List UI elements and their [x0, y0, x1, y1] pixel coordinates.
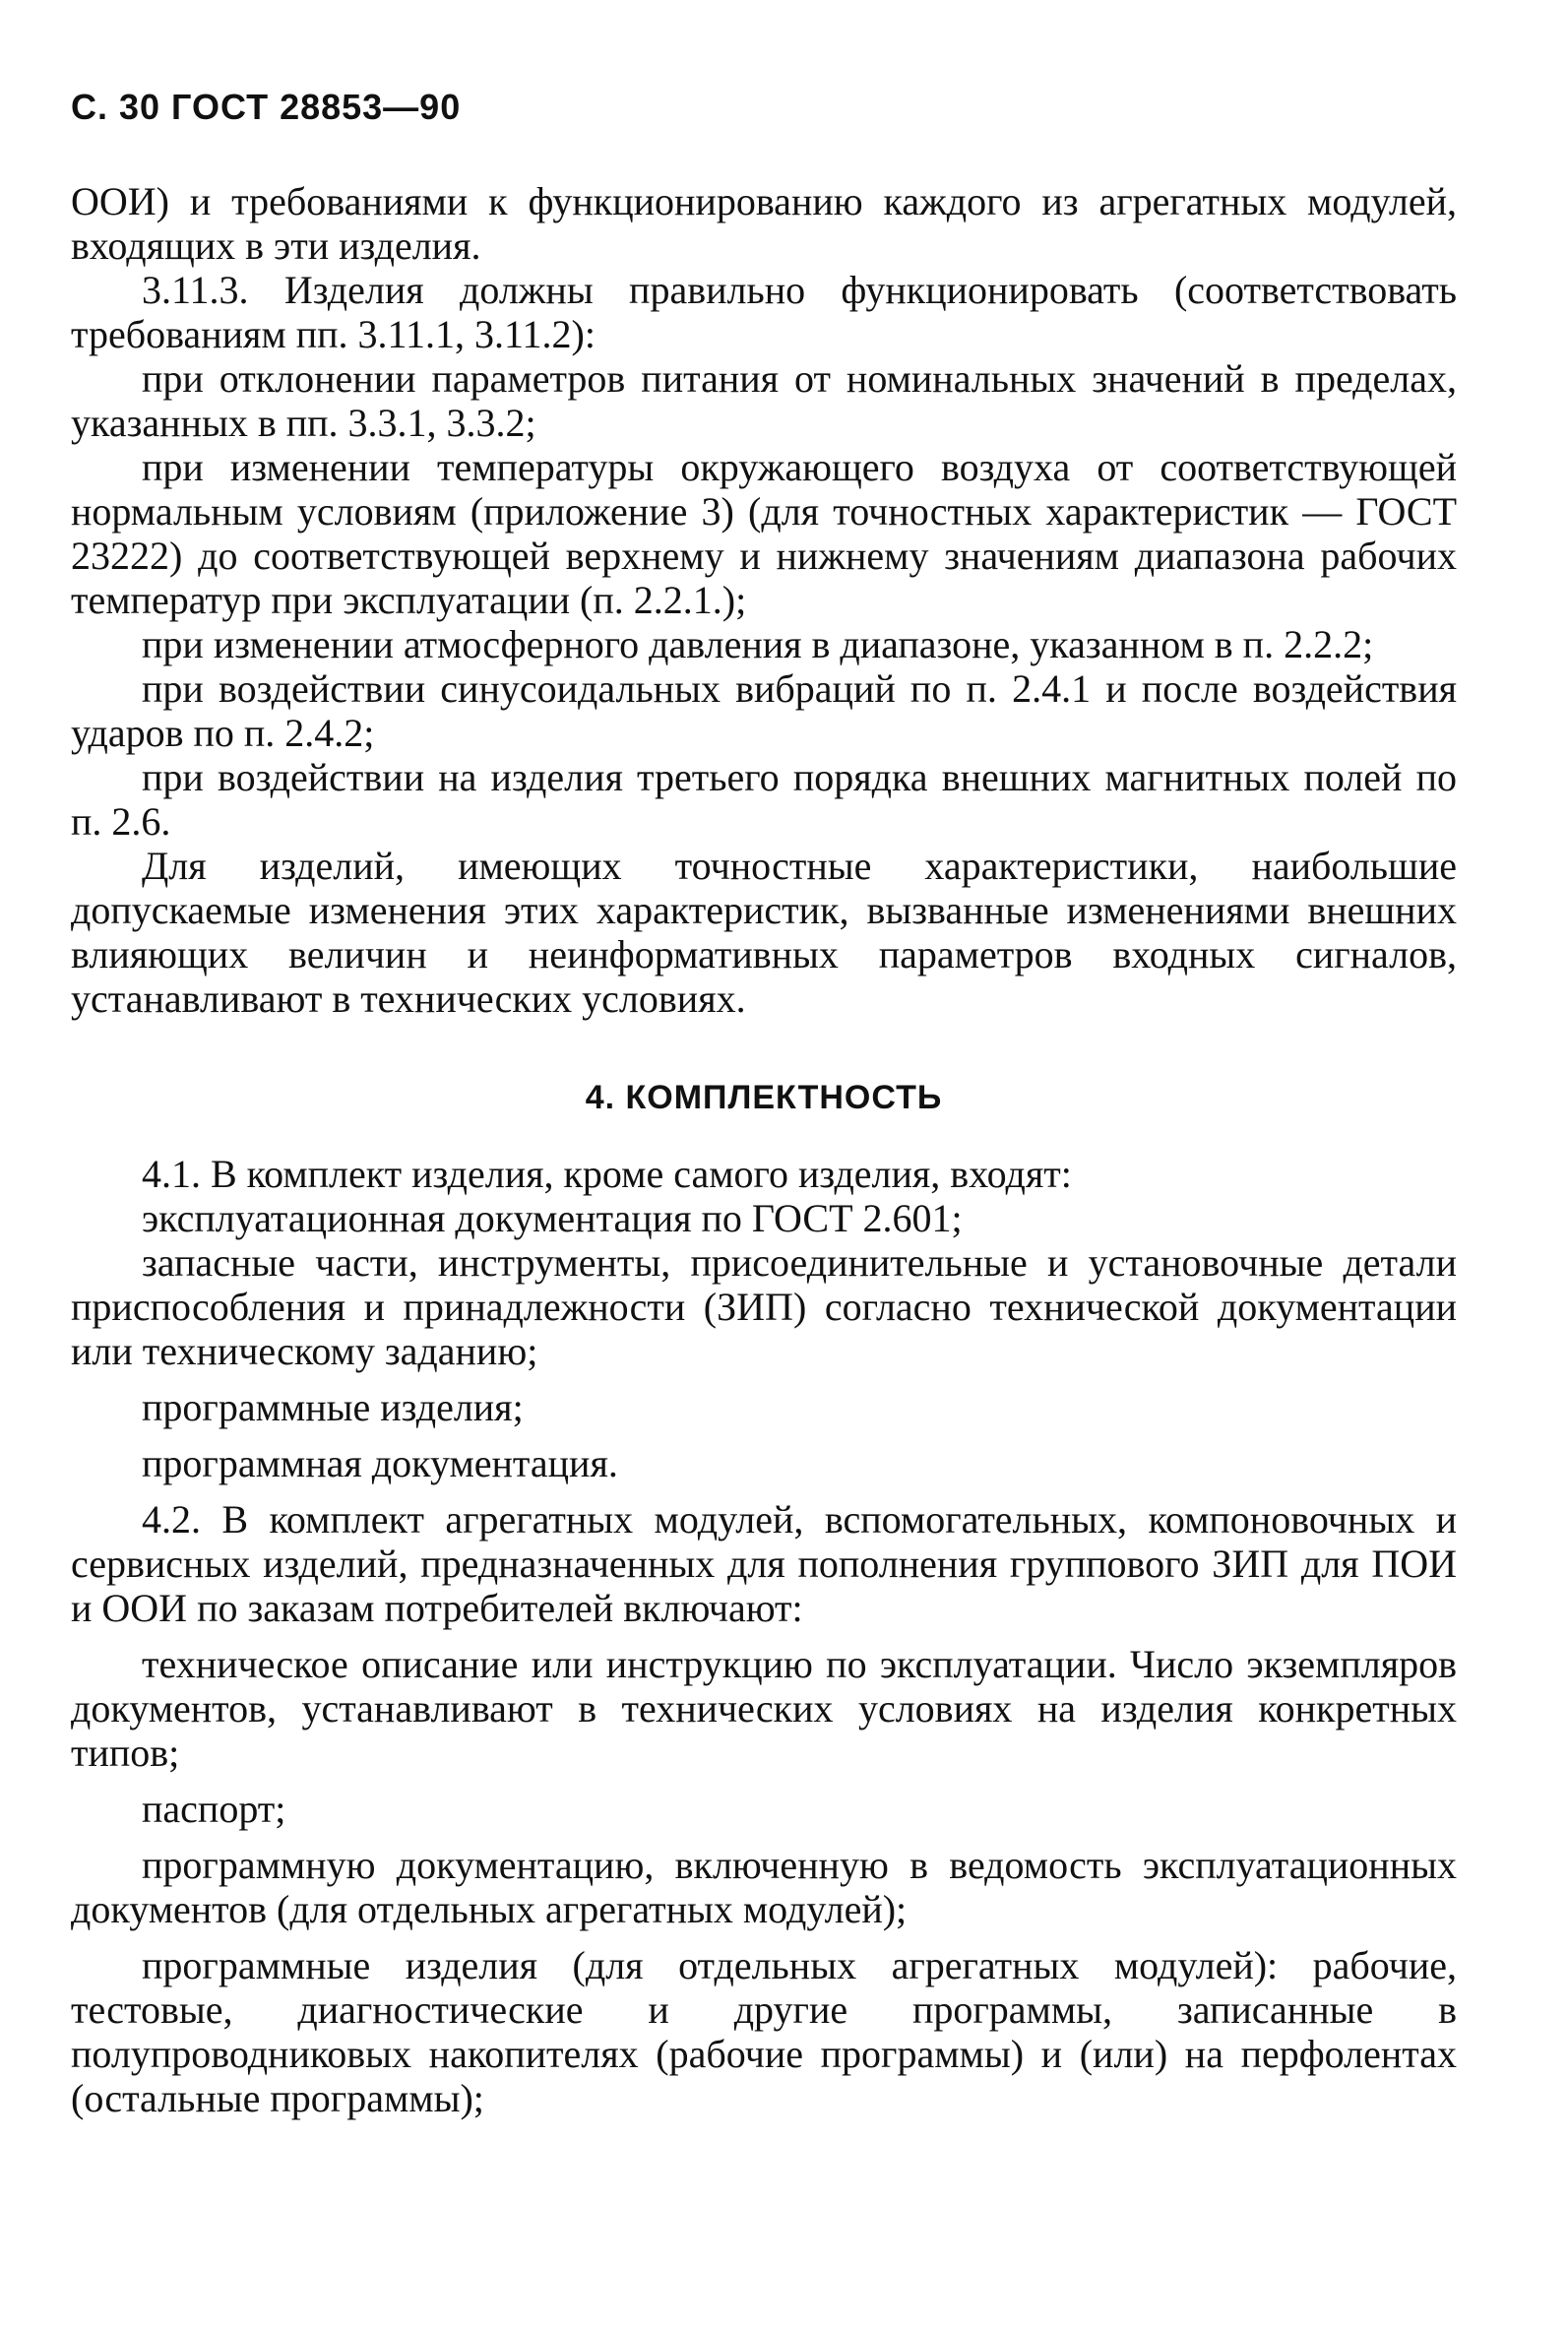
list-item-program-products: программные изделия (для отдельных агрегатных модулей): рабочие, тестовые, диагностические и другие программы, записанные в полупроводниковых накопителях (рабочие программы) и (или) на перфолентах (остальные программы);: [71, 1943, 1457, 2120]
paragraph-continuation: ООИ) и требованиями к функционированию каждого из агрегатных модулей, входящих в эти изделия.: [71, 179, 1457, 268]
list-item-vibration: при воздействии синусоидальных вибраций по п. 2.4.1 и после воздействия ударов по п. 2.4.2;: [71, 666, 1457, 755]
document-body: [71, 179, 1457, 2120]
section-heading: 4. КОМПЛЕКТНОСТЬ: [585, 1079, 943, 1116]
paragraph-4-2: 4.2. В комплект агрегатных модулей, вспомогательных, компоновочных и сервисных изделий, предназначенных для пополнения группового ЗИП для ПОИ и ООИ по заказам потребителей включают:: [71, 1497, 1457, 1630]
paragraph-3-11-3: 3.11.3. Изделия должны правильно функционировать (соответствовать требованиям пп. 3.11.1, 3.11.2):: [71, 268, 1457, 356]
list-item-temperature: при изменении температуры окружающего воздуха от соответствующей нормальным условиям (приложение 3) (для точностных характеристик — ГОСТ 23222) до соответствующей верхнему и нижнему значениям диапазона рабочих температур при эксплуатации (п. 2.2.1.);: [71, 445, 1457, 622]
list-item-power: при отклонении параметров питания от номинальных значений в пределах, указанных в пп. 3.3.1, 3.3.2;: [71, 356, 1457, 445]
list-item-program-docs: программную документацию, включенную в ведомость эксплуатационных документов (для отдельных агрегатных модулей);: [71, 1843, 1457, 1931]
list-item-software-docs: программная документация.: [142, 1441, 618, 1485]
list-item-docs: эксплуатационная документация по ГОСТ 2.601;: [142, 1196, 963, 1240]
list-item-passport: паспорт;: [142, 1787, 286, 1831]
list-item-zip: запасные части, инструменты, присоединительные и установочные детали приспособления и принадлежности (ЗИП) согласно технической документации или техническому заданию;: [71, 1240, 1457, 1373]
paragraph-4-1: 4.1. В комплект изделия, кроме самого изделия, входят:: [142, 1152, 1072, 1196]
list-item-software: программные изделия;: [142, 1385, 524, 1429]
page-header: С. 30 ГОСТ 28853—90: [71, 87, 462, 127]
list-item-magnetic: при воздействии на изделия третьего порядка внешних магнитных полей по п. 2.6.: [71, 755, 1457, 844]
list-item-manual: техническое описание или инструкцию по эксплуатации. Число экземпляров документов, устанавливают в технических условиях на изделия конкретных типов;: [71, 1642, 1457, 1775]
list-item-pressure: при изменении атмосферного давления в диапазоне, указанном в п. 2.2.2;: [142, 622, 1374, 666]
paragraph-accuracy: Для изделий, имеющих точностные характеристики, наибольшие допускаемые изменения этих характеристик, вызванные изменениями внешних влияющих величин и неинформативных параметров входных сигналов, устанавливают в технических условиях.: [71, 844, 1457, 1021]
